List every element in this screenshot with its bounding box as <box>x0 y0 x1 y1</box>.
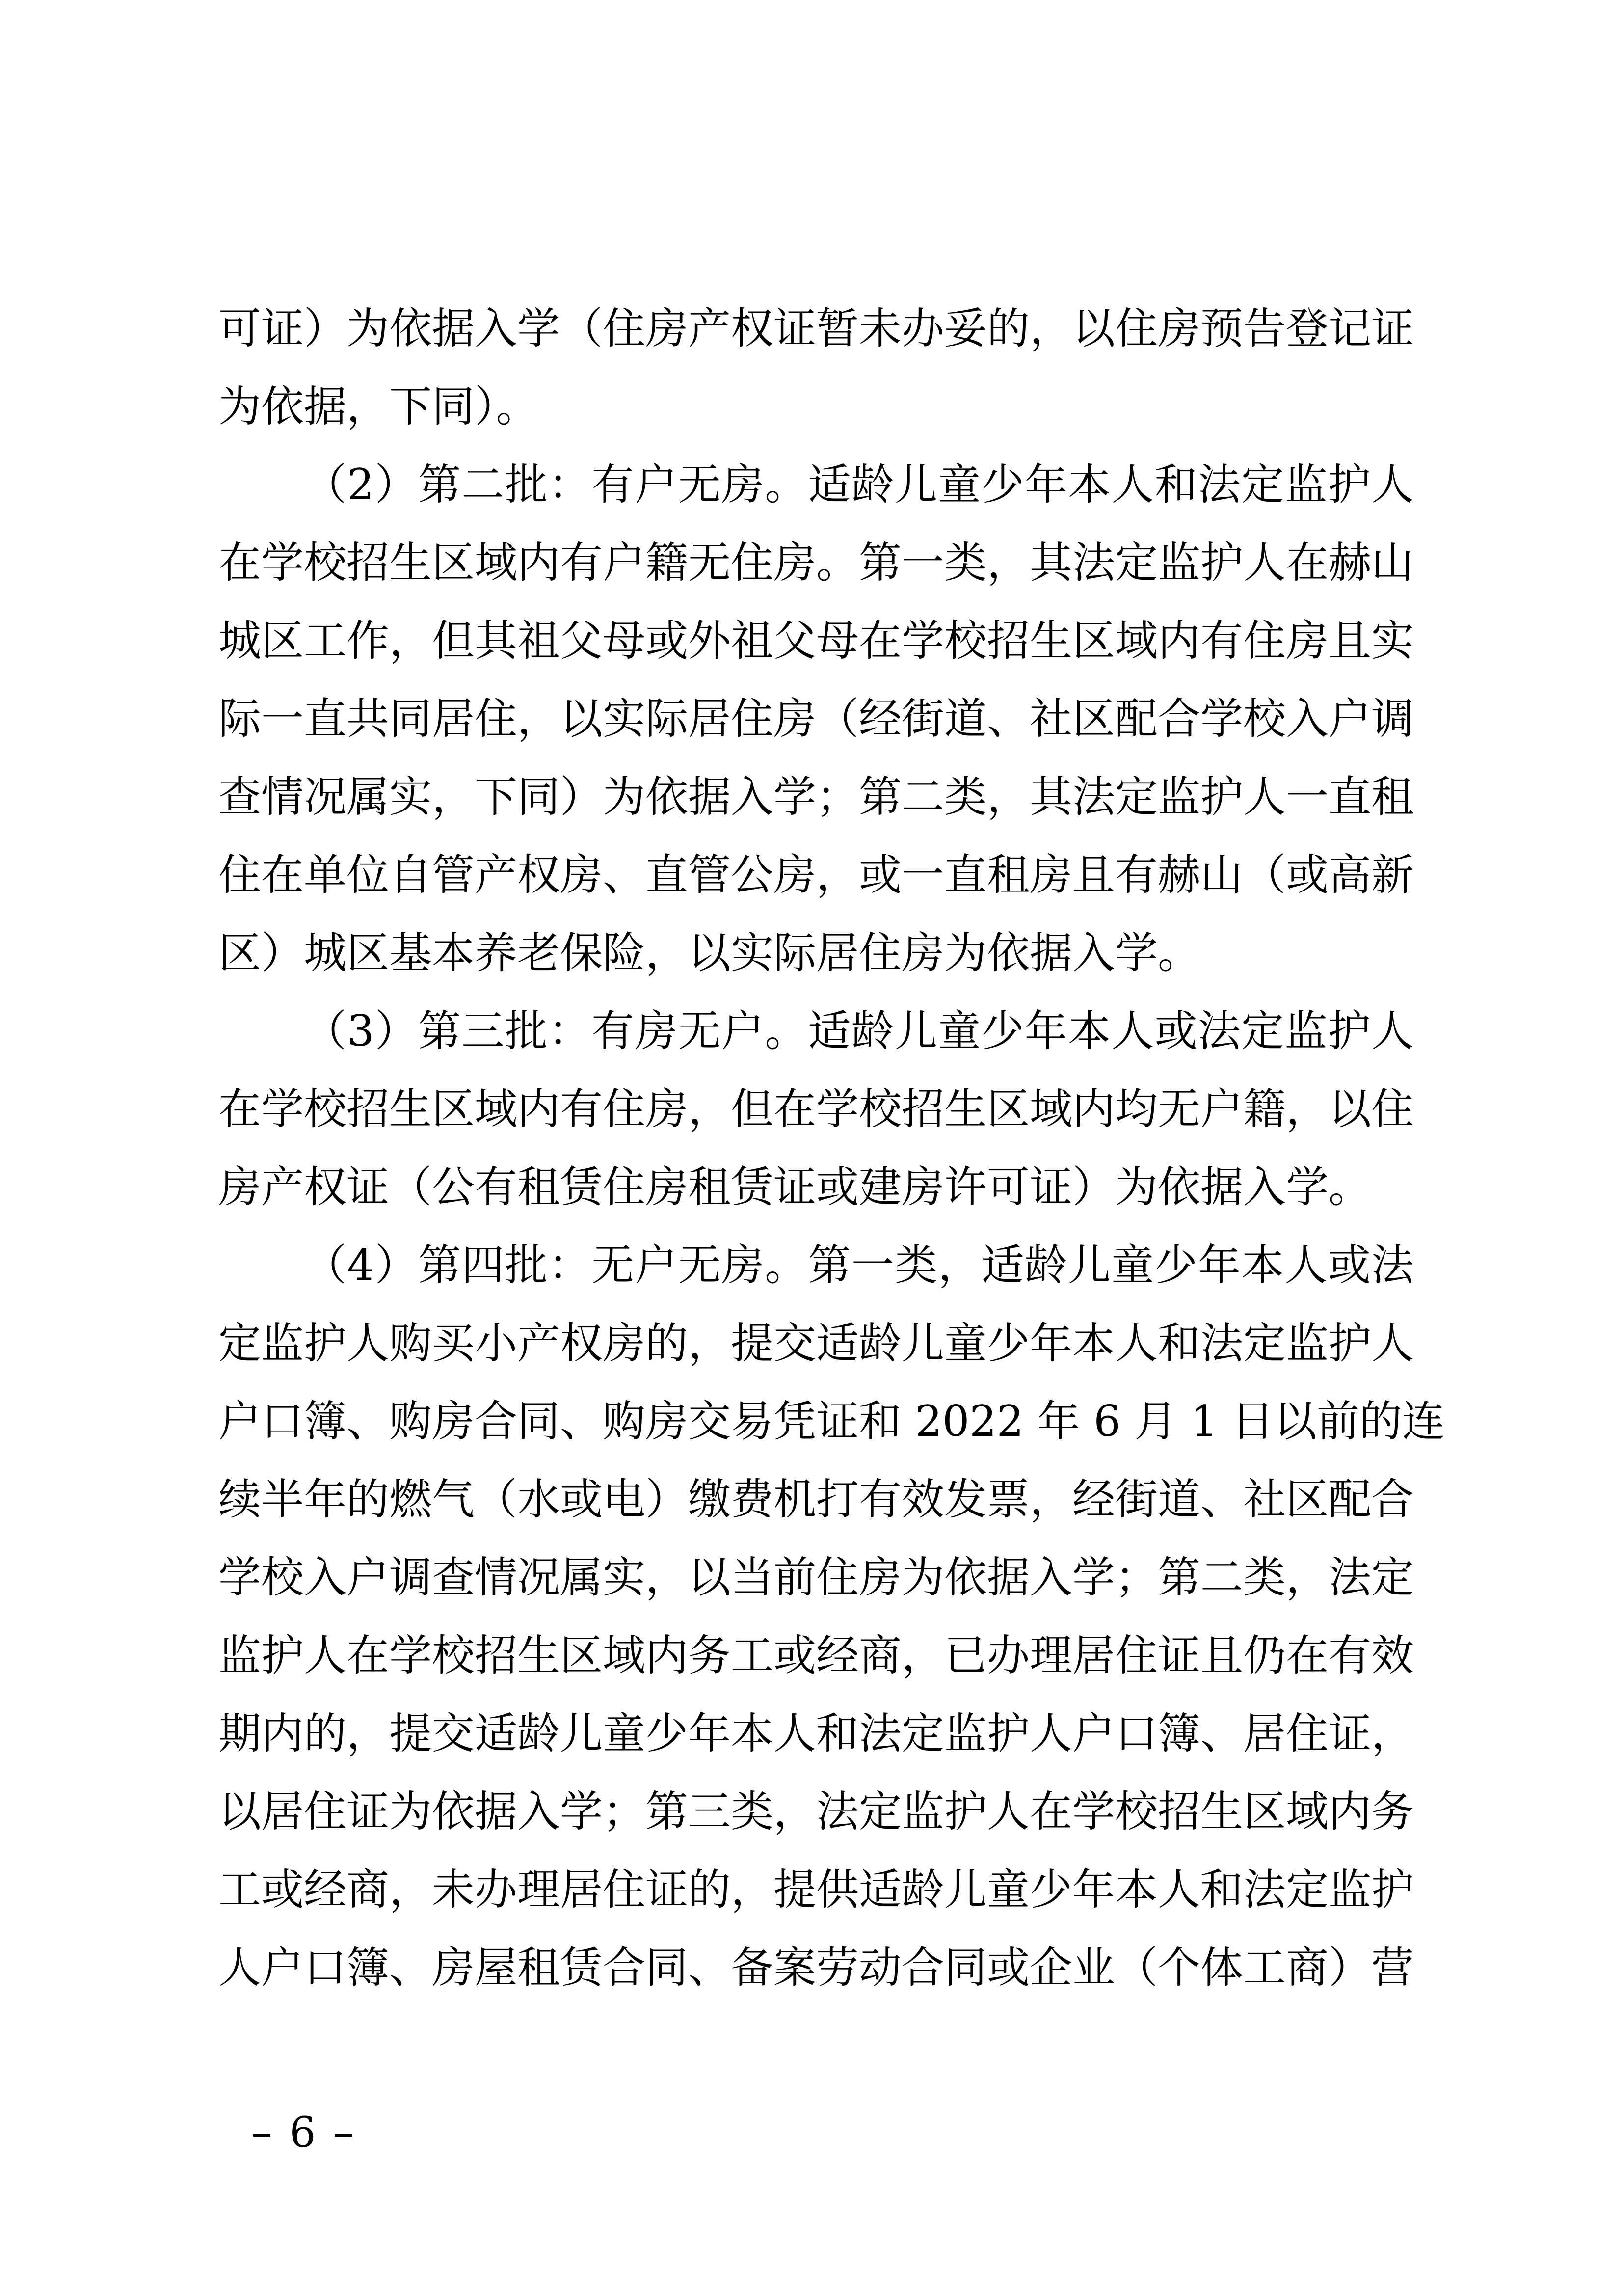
text-line: 以居住证为依据入学；第三类，法定监护人在学校招生区域内务 <box>218 1786 1414 1837</box>
document-text-block <box>218 290 1445 2007</box>
text-line: 为依据，下同）。 <box>218 381 539 432</box>
text-line: 在学校招生区域内有住房，但在学校招生区域内均无户籍，以住 <box>218 1084 1414 1134</box>
text-line: 查情况属实，下同）为依据入学；第二类，其法定监护人一直租 <box>218 772 1414 822</box>
text-line: 可证）为依据入学（住房产权证暂未办妥的，以住房预告登记证 <box>218 303 1414 353</box>
text-line: 在学校招生区域内有户籍无住房。第一类，其法定监护人在赫山 <box>218 538 1414 588</box>
text-line: 学校入户调查情况属实，以当前住房为依据入学；第二类，法定 <box>218 1552 1414 1602</box>
text-line: （2）第二批：有户无房。适龄儿童少年本人和法定监护人 <box>304 459 1414 510</box>
text-line: 期内的，提交适龄儿童少年本人和法定监护人户口簿、居住证， <box>218 1708 1414 1758</box>
text-line: 人户口簿、房屋租赁合同、备案劳动合同或企业（个体工商）营 <box>218 1943 1414 1993</box>
page-number: – 6 – <box>251 2108 356 2157</box>
text-line: （3）第三批：有房无户。适龄儿童少年本人或法定监护人 <box>304 1006 1414 1056</box>
text-line: 户口簿、购房合同、购房交易凭证和 2022 年 6 月 1 日以前的连 <box>218 1396 1445 1446</box>
text-line: 际一直共同居住，以实际居住房（经街道、社区配合学校入户调 <box>218 694 1414 744</box>
text-line: （4）第四批：无户无房。第一类，适龄儿童少年本人或法 <box>304 1240 1414 1290</box>
text-line: 区）城区基本养老保险，以实际居住房为依据入学。 <box>218 928 1200 978</box>
text-line: 监护人在学校招生区域内务工或经商，已办理居住证且仍在有效 <box>218 1630 1414 1680</box>
text-line: 城区工作，但其祖父母或外祖父母在学校招生区域内有住房且实 <box>218 616 1414 666</box>
text-line: 房产权证（公有租赁住房租赁证或建房许可证）为依据入学。 <box>218 1162 1371 1212</box>
text-line: 住在单位自管产权房、直管公房，或一直租房且有赫山（或高新 <box>218 850 1414 900</box>
text-line: 定监护人购买小产权房的，提交适龄儿童少年本人和法定监护人 <box>218 1318 1414 1368</box>
text-line: 续半年的燃气（水或电）缴费机打有效发票，经街道、社区配合 <box>218 1474 1414 1524</box>
text-line: 工或经商，未办理居住证的，提供适龄儿童少年本人和法定监护 <box>218 1864 1414 1915</box>
